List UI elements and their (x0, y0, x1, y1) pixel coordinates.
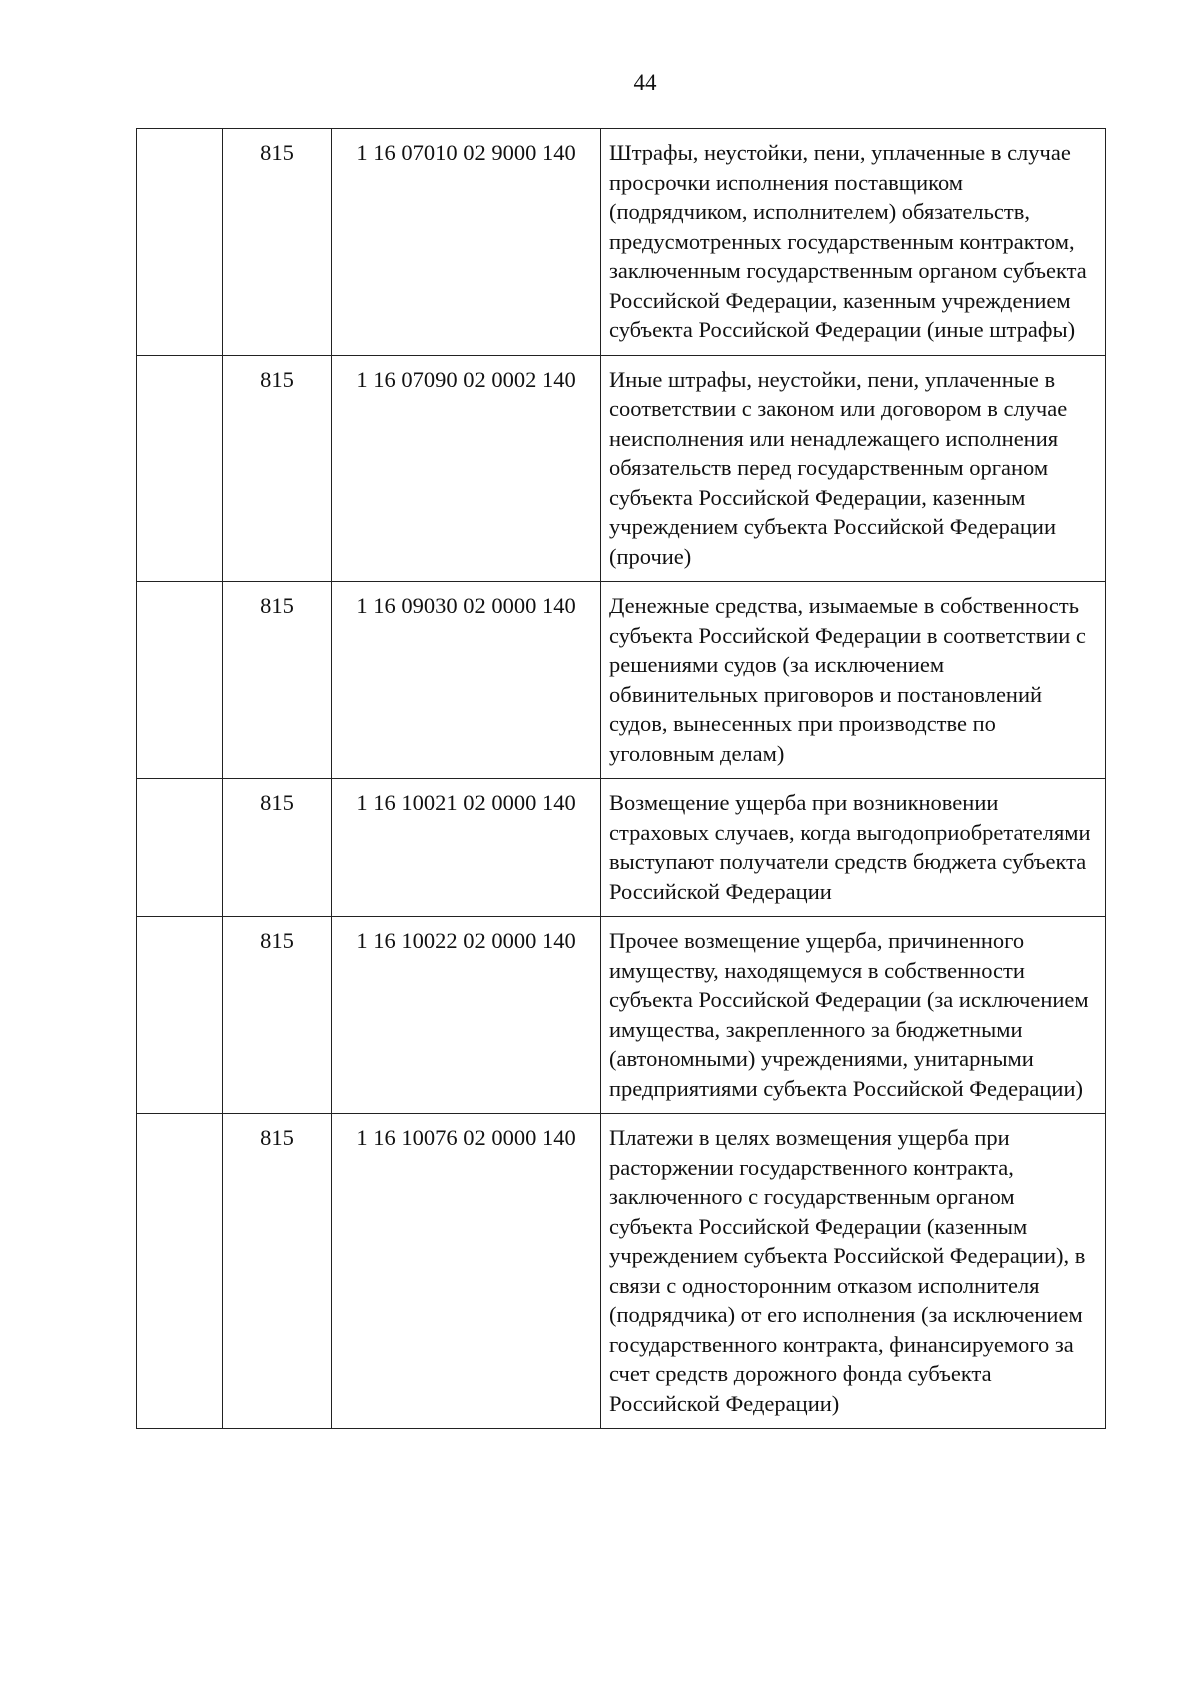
revenue-code-cell: 1 16 09030 02 0000 140 (332, 582, 601, 779)
revenue-name-cell: Иные штрафы, неустойки, пени, уплаченные в соответствии с законом или договором в случае неисполнения или ненадлежащего исполнения обязательств перед государственным органом субъекта Российской Федерации, казенным учреждением субъекта Российской Федерации (прочие) (601, 355, 1106, 582)
revenue-name-cell: Платежи в целях возмещения ущерба при расторжении государственного контракта, заключенного с государственным органом субъекта Российской Федерации (казенным учреждением субъекта Российской Федерации), в связи с односторонним отказом исполнителя (подрядчика) от его исполнения (за исключением государственного контракта, финансируемого за счет средств дорожного фонда субъекта Российской Федерации) (601, 1114, 1106, 1429)
admin-code-cell: 815 (223, 355, 332, 582)
revenue-code-cell: 1 16 07010 02 9000 140 (332, 129, 601, 356)
revenue-code-cell: 1 16 10022 02 0000 140 (332, 917, 601, 1114)
empty-cell (137, 779, 223, 917)
empty-cell (137, 917, 223, 1114)
revenue-code-cell: 1 16 10076 02 0000 140 (332, 1114, 601, 1429)
admin-code-cell: 815 (223, 917, 332, 1114)
empty-cell (137, 582, 223, 779)
table-row (137, 1114, 1106, 1429)
page-number: 44 (633, 70, 657, 95)
budget-revenue-table (136, 128, 1106, 1429)
table-row (137, 129, 1106, 356)
revenue-name-cell: Штрафы, неустойки, пени, уплаченные в случае просрочки исполнения поставщиком (подрядчиком, исполнителем) обязательств, предусмотренных государственным контрактом, заключенным государственным органом субъекта Российской Федерации, казенным учреждением субъекта Российской Федерации (иные штрафы) (601, 129, 1106, 356)
revenue-name-cell: Возмещение ущерба при возникновении страховых случаев, когда выгодоприобретателями выступают получатели средств бюджета субъекта Российской Федерации (601, 779, 1106, 917)
empty-cell (137, 355, 223, 582)
table-row (137, 355, 1106, 582)
revenue-code-cell: 1 16 10021 02 0000 140 (332, 779, 601, 917)
table-row (137, 779, 1106, 917)
admin-code-cell: 815 (223, 582, 332, 779)
empty-cell (137, 129, 223, 356)
admin-code-cell: 815 (223, 1114, 332, 1429)
admin-code-cell: 815 (223, 129, 332, 356)
revenue-name-cell: Прочее возмещение ущерба, причиненного имуществу, находящемуся в собственности субъекта Российской Федерации (за исключением имущества, закрепленного за бюджетными (автономными) учреждениями, унитарными предприятиями субъекта Российской Федерации) (601, 917, 1106, 1114)
table-row (137, 917, 1106, 1114)
admin-code-cell: 815 (223, 779, 332, 917)
revenue-name-cell: Денежные средства, изымаемые в собственность субъекта Российской Федерации в соответствии с решениями судов (за исключением обвинительных приговоров и постановлений судов, вынесенных при производстве по уголовным делам) (601, 582, 1106, 779)
table-row (137, 582, 1106, 779)
empty-cell (137, 1114, 223, 1429)
revenue-code-cell: 1 16 07090 02 0002 140 (332, 355, 601, 582)
